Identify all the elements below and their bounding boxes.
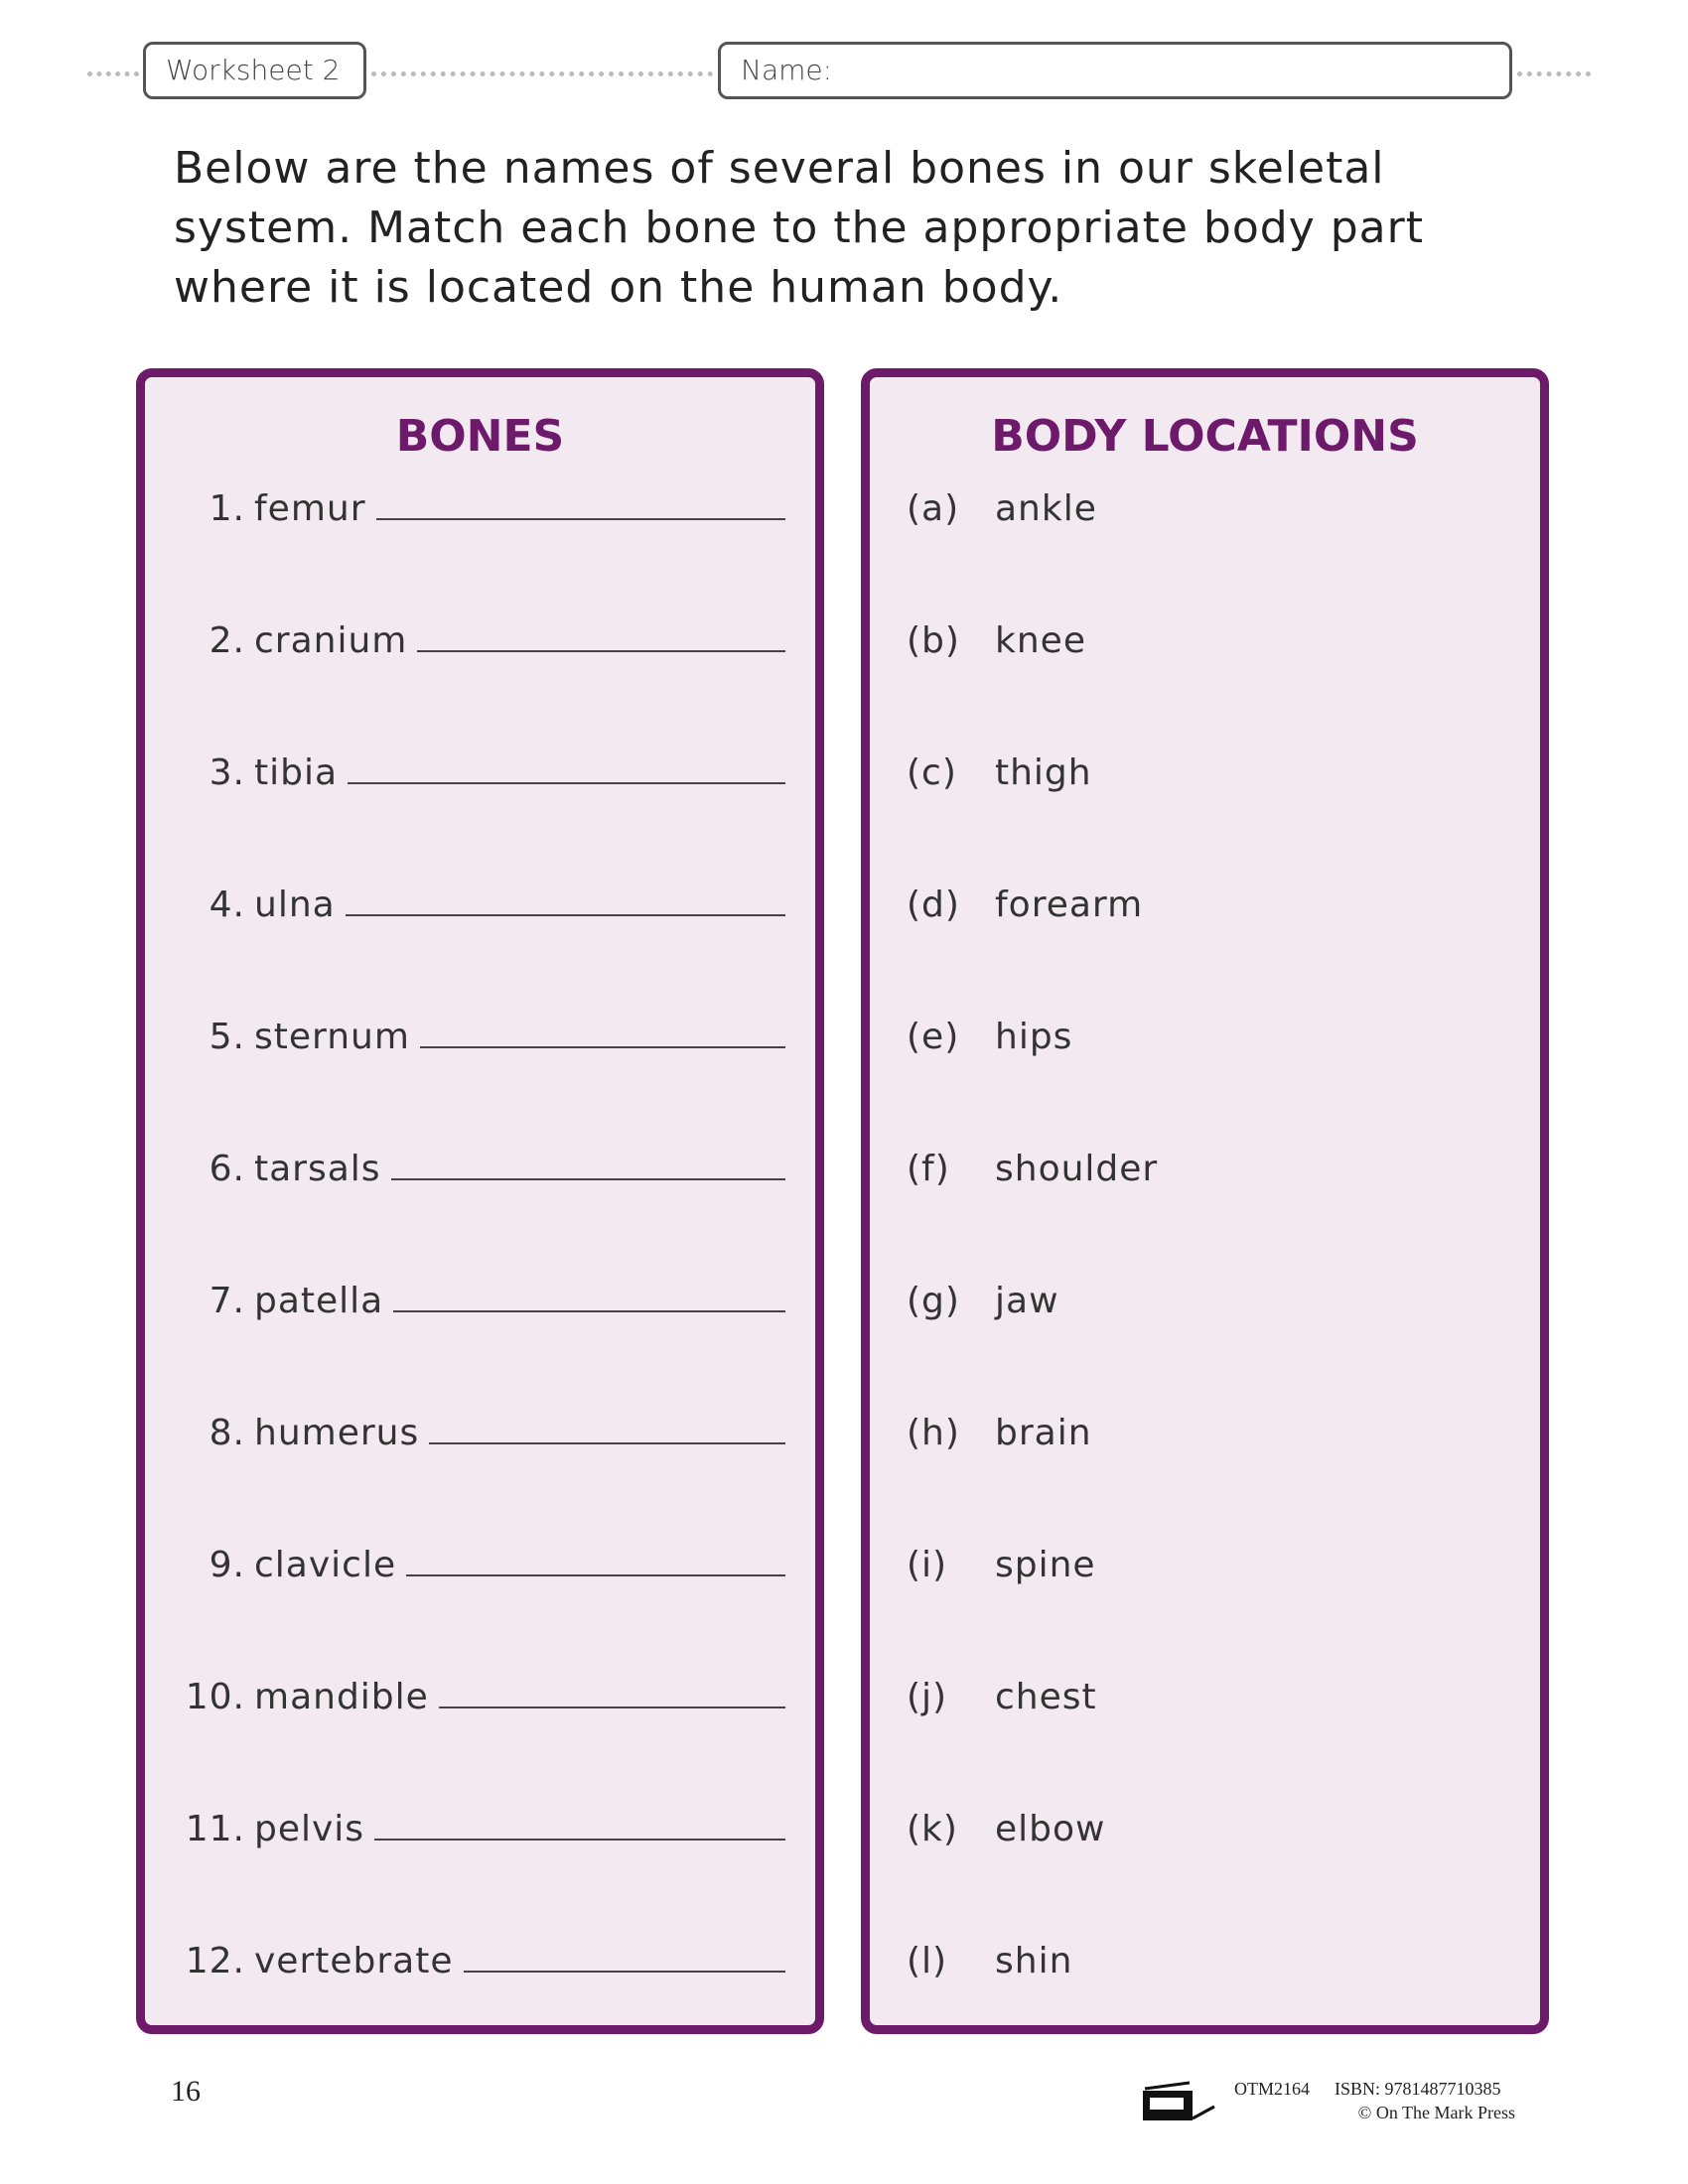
bone-number: 4. [209, 885, 245, 925]
location-row [870, 1545, 1540, 1604]
answer-line[interactable] [391, 1149, 785, 1180]
location-letter: (k) [907, 1809, 958, 1849]
bone-name: clavicle [254, 1545, 397, 1585]
bone-row [145, 1281, 815, 1340]
bone-row [145, 1149, 815, 1208]
bones-title: BONES [395, 411, 565, 462]
bone-number: 2. [209, 620, 245, 661]
location-row [870, 1809, 1540, 1868]
bone-row [145, 1017, 815, 1076]
answer-line[interactable] [464, 1941, 786, 1973]
bone-name: sternum [254, 1017, 410, 1057]
answer-line[interactable] [348, 752, 785, 784]
location-row [870, 1677, 1540, 1736]
bone-name: patella [254, 1281, 384, 1321]
location-letter: (g) [907, 1281, 960, 1321]
dotted-rule [371, 71, 713, 76]
location-row [870, 620, 1540, 680]
bone-number: 6. [209, 1149, 245, 1189]
bone-row [145, 885, 815, 944]
bone-name: humerus [254, 1413, 420, 1453]
location-row [870, 1017, 1540, 1076]
bone-number: 7. [209, 1281, 245, 1321]
location-letter: (h) [907, 1413, 960, 1453]
page-number: 16 [171, 2075, 201, 2108]
bone-name: tibia [254, 752, 339, 793]
location-name: elbow [995, 1809, 1106, 1849]
location-name: knee [995, 620, 1086, 661]
answer-line[interactable] [393, 1281, 785, 1312]
location-row [870, 752, 1540, 812]
locations-panel [861, 368, 1549, 2034]
location-row [870, 488, 1540, 548]
location-name: thigh [995, 752, 1092, 793]
bone-row [145, 1809, 815, 1868]
answer-line[interactable] [429, 1413, 785, 1444]
locations-title: BODY LOCATIONS [991, 411, 1419, 462]
bone-name: mandible [254, 1677, 429, 1717]
location-name: ankle [995, 488, 1097, 529]
bone-name: vertebrate [254, 1941, 454, 1981]
bone-row [145, 488, 815, 548]
location-name: shin [995, 1941, 1073, 1981]
copyright: © On The Mark Press [1357, 2103, 1515, 2122]
location-row [870, 1149, 1540, 1208]
location-name: chest [995, 1677, 1097, 1717]
bone-number: 11. [185, 1809, 245, 1849]
location-row [870, 1413, 1540, 1472]
bone-name: ulna [254, 885, 336, 925]
dotted-rule [1517, 71, 1591, 76]
bone-name: cranium [254, 620, 408, 661]
bone-number: 10. [185, 1677, 245, 1717]
bone-name: pelvis [254, 1809, 365, 1849]
bone-row [145, 1677, 815, 1736]
bones-panel [136, 368, 824, 2034]
location-row [870, 1281, 1540, 1340]
copier-icon [1140, 2081, 1219, 2122]
bone-row [145, 1941, 815, 2000]
bone-name: tarsals [254, 1149, 381, 1189]
location-name: spine [995, 1545, 1096, 1585]
location-name: jaw [995, 1281, 1059, 1321]
location-letter: (c) [907, 752, 957, 793]
bone-number: 8. [209, 1413, 245, 1453]
name-field[interactable] [718, 42, 1512, 99]
answer-line[interactable] [376, 488, 785, 520]
location-name: shoulder [995, 1149, 1159, 1189]
bone-number: 12. [185, 1941, 245, 1981]
location-letter: (b) [907, 620, 960, 661]
bone-number: 3. [209, 752, 245, 793]
bone-row [145, 620, 815, 680]
answer-line[interactable] [417, 620, 785, 652]
location-letter: (a) [907, 488, 960, 529]
answer-line[interactable] [374, 1809, 785, 1841]
bone-number: 9. [209, 1545, 245, 1585]
bone-name: femur [254, 488, 366, 529]
worksheet-label: Worksheet 2 [166, 54, 341, 86]
location-row [870, 885, 1540, 944]
bone-row [145, 1545, 815, 1604]
bone-row [145, 752, 815, 812]
instructions: Below are the names of several bones in our skeletal system. Match each bone to the appropriate body part where it is located on the human body. [174, 143, 1424, 313]
worksheet-label-box [143, 42, 366, 99]
location-letter: (d) [907, 885, 960, 925]
bone-number: 5. [209, 1017, 245, 1057]
location-letter: (l) [907, 1941, 948, 1981]
location-letter: (i) [907, 1545, 948, 1585]
location-name: hips [995, 1017, 1073, 1057]
answer-line[interactable] [406, 1545, 785, 1576]
bone-row [145, 1413, 815, 1472]
location-name: forearm [995, 885, 1144, 925]
isbn: ISBN: 9781487710385 [1335, 2079, 1501, 2099]
location-letter: (j) [907, 1677, 948, 1717]
answer-line[interactable] [439, 1677, 785, 1708]
answer-line[interactable] [420, 1017, 785, 1048]
name-label: Name: [741, 54, 833, 86]
location-letter: (e) [907, 1017, 960, 1057]
product-code: OTM2164 [1234, 2079, 1310, 2099]
answer-line[interactable] [346, 885, 785, 916]
bone-number: 1. [209, 488, 245, 529]
location-name: brain [995, 1413, 1092, 1453]
location-letter: (f) [907, 1149, 950, 1189]
location-row [870, 1941, 1540, 2000]
dotted-rule [87, 71, 139, 76]
